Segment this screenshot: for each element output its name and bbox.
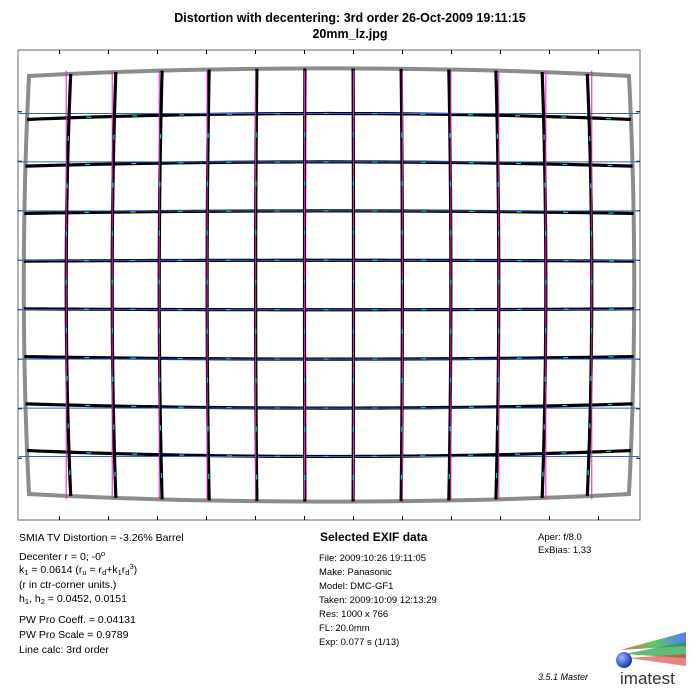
- line-calc: Line calc: 3rd order: [19, 644, 109, 656]
- rd-sub: d: [102, 568, 107, 577]
- exif-taken: Taken: 2009:10:09 12:13:29: [319, 595, 437, 606]
- r2: r: [121, 564, 126, 576]
- close-paren: ): [133, 564, 138, 576]
- exif-exbias: ExBias: 1.33: [538, 545, 592, 556]
- k-sub2: 1: [117, 568, 122, 577]
- pw-pro-coeff: PW Pro Coeff. = 0.04131: [19, 614, 136, 626]
- rd-sub2: d: [125, 568, 130, 577]
- k1-sub: 1: [24, 568, 29, 577]
- decenter-value: Decenter r = 0; -0: [19, 551, 101, 563]
- units-note: (r in ctr-corner units.): [19, 579, 117, 591]
- h-comma: , h: [29, 593, 41, 605]
- chart-subtitle: 20mm_lz.jpg: [312, 27, 388, 41]
- imatest-brand-text: imatest: [620, 669, 675, 688]
- eq-rd: = r: [86, 564, 103, 576]
- exif-aperture: Aper: f/8.0: [538, 532, 582, 543]
- exif-model: Model: DMC-GF1: [319, 581, 394, 592]
- cube-exponent: 3: [129, 562, 134, 571]
- degree-mark: o: [101, 549, 106, 558]
- h2-sub: 2: [40, 597, 45, 606]
- k1-k: k: [19, 564, 25, 576]
- pw-pro-scale: PW Pro Scale = 0.9789: [19, 629, 129, 641]
- h1-sub: 1: [24, 597, 30, 606]
- exif-file: File: 2009:10:26 19:11:05: [319, 553, 427, 564]
- exif-exp: Exp: 0.077 s (1/13): [319, 637, 400, 648]
- chart-title: Distortion with decentering: 3rd order 26-Oct-2009 19:11:15: [174, 11, 526, 25]
- exif-make: Make: Panasonic: [319, 567, 392, 578]
- h-values-text: = 0.0452, 0.0151: [44, 593, 127, 605]
- smia-distortion-text: SMIA TV Distortion = -3.26% Barrel: [19, 532, 184, 544]
- plus-k: +k: [106, 564, 118, 576]
- ru-sub: u: [82, 568, 87, 577]
- h-values: [19, 593, 127, 608]
- exif-res: Res: 1000 x 766: [319, 609, 389, 620]
- h-prefix: h: [19, 593, 25, 605]
- exif-heading: Selected EXIF data: [320, 530, 428, 544]
- k1-value: = 0.0614 (r: [28, 564, 83, 576]
- exif-fl: FL: 20.0mm: [319, 623, 370, 634]
- imatest-logo-icon: [610, 628, 690, 688]
- version-text: 3.5.1 Master: [538, 672, 589, 682]
- k1-formula: [19, 561, 137, 579]
